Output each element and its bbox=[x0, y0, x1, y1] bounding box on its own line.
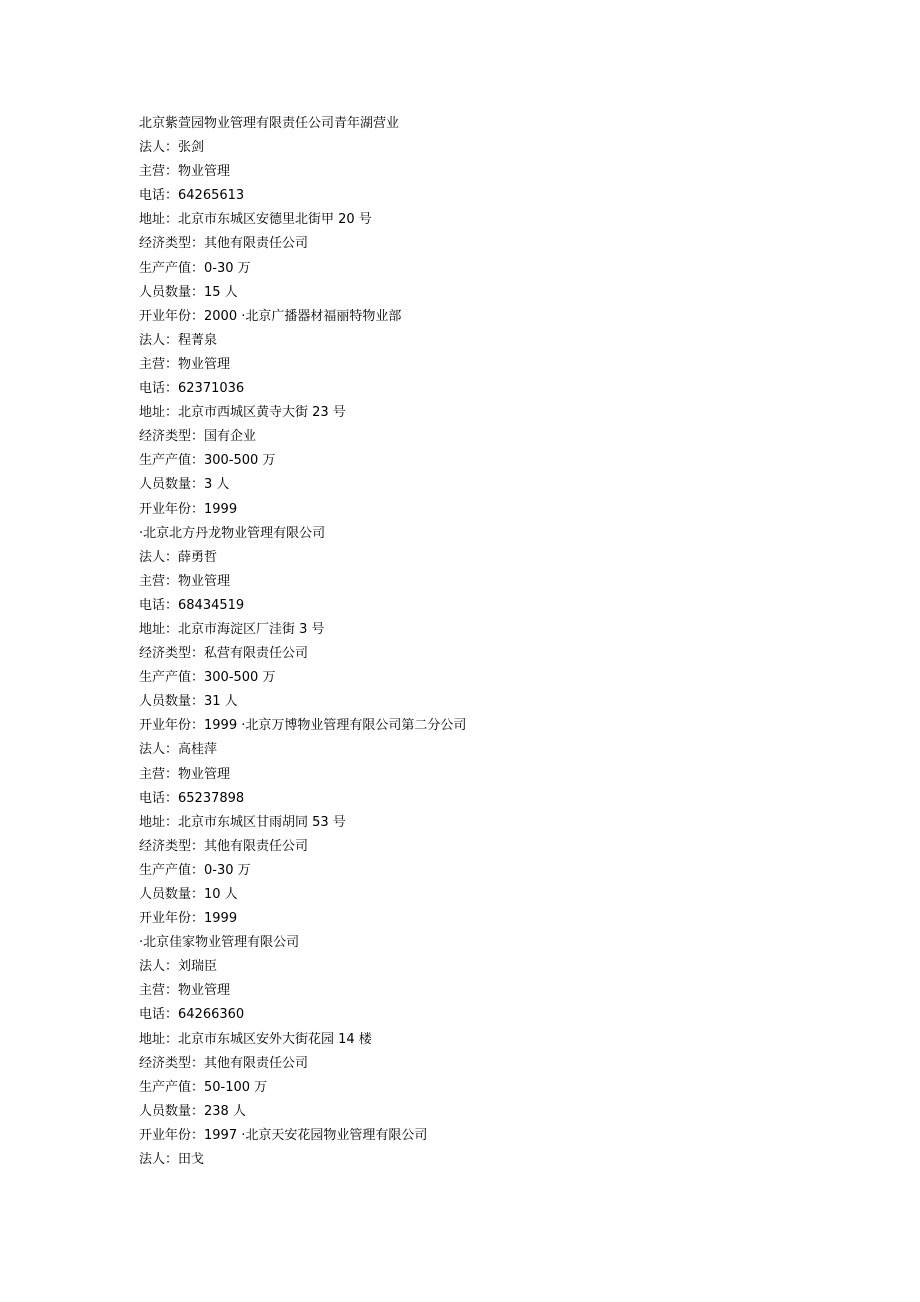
text-line-main-business: 主营：物业管理 bbox=[139, 766, 231, 782]
text-line-opening-year: 开业年份：1999 bbox=[139, 911, 238, 927]
text-line-address: 地址：北京市东城区安德里北街甲 20 号 bbox=[139, 212, 372, 228]
text-line-economic-type: 经济类型：其他有限责任公司 bbox=[139, 236, 309, 252]
text-line-legal-person: 法人：高桂萍 bbox=[139, 742, 218, 758]
text-line-phone: 电话：62371036 bbox=[139, 381, 245, 397]
text-line-staff-count: 人员数量：10 人 bbox=[139, 887, 238, 902]
text-line-company-name: ·北京北方丹龙物业管理有限公司 bbox=[139, 525, 326, 541]
text-line-main-business: 主营：物业管理 bbox=[139, 356, 231, 372]
text-line-output-value: 生产产值：0-30 万 bbox=[139, 260, 251, 276]
text-line-economic-type: 经济类型：私营有限责任公司 bbox=[139, 646, 309, 662]
text-line-opening-year: 开业年份：1999 bbox=[139, 501, 238, 517]
text-line-opening-year: 开业年份：2000 ·北京广播器材福丽特物业部 bbox=[139, 308, 402, 324]
text-line-address: 地址：北京市西城区黄寺大街 23 号 bbox=[139, 405, 346, 421]
text-line-phone: 电话：65237898 bbox=[139, 790, 245, 806]
text-line-output-value: 生产产值：0-30 万 bbox=[139, 862, 251, 878]
text-line-phone: 电话：68434519 bbox=[139, 597, 245, 613]
text-line-main-business: 主营：物业管理 bbox=[139, 573, 231, 589]
text-line-address: 地址：北京市东城区甘雨胡同 53 号 bbox=[139, 814, 346, 830]
text-line-output-value: 生产产值：300-500 万 bbox=[139, 453, 276, 469]
text-line-economic-type: 经济类型：其他有限责任公司 bbox=[139, 1055, 309, 1071]
text-line-opening-year: 开业年份：1997 ·北京天安花园物业管理有限公司 bbox=[139, 1127, 428, 1143]
text-line-main-business: 主营：物业管理 bbox=[139, 164, 231, 180]
text-line-legal-person: 法人：田戈 bbox=[139, 1152, 205, 1168]
text-line-legal-person: 法人：刘瑞臣 bbox=[139, 959, 218, 975]
text-line-address: 地址：北京市海淀区厂洼街 3 号 bbox=[139, 621, 325, 637]
text-line-phone: 电话：64266360 bbox=[139, 1007, 245, 1023]
text-line-opening-year: 开业年份：1999 ·北京万博物业管理有限公司第二分公司 bbox=[139, 718, 467, 734]
text-line-output-value: 生产产值：50-100 万 bbox=[139, 1079, 268, 1095]
text-line-legal-person: 法人：薛勇哲 bbox=[139, 549, 218, 565]
text-line-staff-count: 人员数量：238 人 bbox=[139, 1103, 246, 1119]
text-line-economic-type: 经济类型：其他有限责任公司 bbox=[139, 838, 309, 854]
text-line-economic-type: 经济类型：国有企业 bbox=[139, 429, 257, 445]
text-line-staff-count: 人员数量：31 人 bbox=[139, 694, 238, 710]
text-line-phone: 电话：64265613 bbox=[139, 188, 245, 204]
text-line-address: 地址：北京市东城区安外大街花园 14 楼 bbox=[139, 1031, 372, 1047]
text-line-legal-person: 法人：张剑 bbox=[139, 140, 205, 156]
text-line-staff-count: 人员数量：3 人 bbox=[139, 477, 230, 493]
text-line-company-name: ·北京佳家物业管理有限公司 bbox=[139, 935, 300, 951]
document-body bbox=[139, 112, 839, 1172]
text-line-output-value: 生产产值：300-500 万 bbox=[139, 670, 276, 686]
text-line-staff-count: 人员数量：15 人 bbox=[139, 284, 238, 300]
text-line-main-business: 主营：物业管理 bbox=[139, 983, 231, 999]
text-line-company-name: 北京紫萱园物业管理有限责任公司青年湖营业 bbox=[139, 116, 400, 131]
text-line-legal-person: 法人：程菁泉 bbox=[139, 332, 218, 348]
